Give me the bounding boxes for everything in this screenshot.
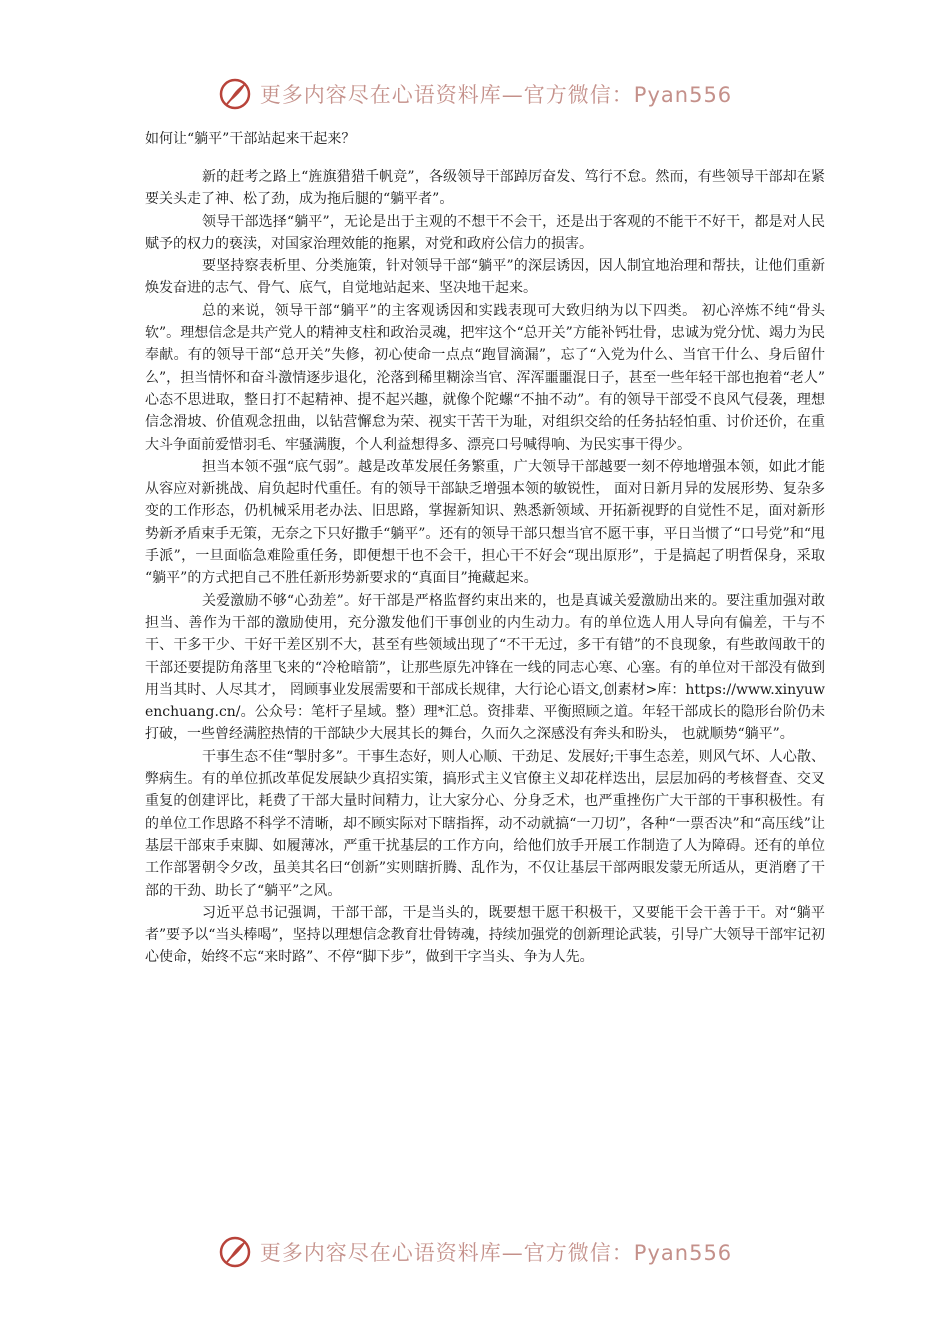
- paragraph: 要坚持察表析里、分类施策，针对领导干部“躺平”的深层诱因，因人制宜地治理和帮扶，让他们重新焕发奋进的志气、骨气、底气，自觉地站起来、坚决地干起来。: [145, 258, 825, 297]
- paragraph: 担当本领不强“底气弱”。越是改革发展任务繁重，广大领导干部越要一刻不停地增强本领，如此才能从容应对新挑战、肩负起时代重任。有的领导干部缺乏增强本领的敏锐性， 面对日新月异的发展形势、复杂多变的工作形态，仍机械采用老办法、旧思路，掌握新知识、熟悉新领域、开拓新视野的自觉性不足，面对新形势新矛盾束手无策，无奈之下只好撒手“躺平”。还有的领导干部只想当官不愿干事，平日当惯了“口号党”和“甩手派”，一旦面临急难险重任务，即便想干也不会干，担心干不好会“现出原形”，于是搞起了明哲保身，采取 “躺平”的方式把自己不胜任新形势新要求的“真面目”掩藏起来。: [145, 458, 825, 587]
- paragraph: 干事生态不佳“掣肘多”。干事生态好，则人心顺、干劲足、发展好;干事生态差，则风气坏、人心散、弊病生。有的单位抓改革促发展缺少真招实策，搞形式主义官僚主义却花样迭出，层层加码的考核督查、交叉重复的创建评比，耗费了干部大量时间精力，让大家分心、分身乏术，也严重挫伤广大干部的干事积极性。有的单位工作思路不科学不清晰，却不顾实际对下瞎指挥，动不动就搞“一刀切”，各种“一票否决”和“高压线”让基层干部束手束脚、如履薄冰，严重干扰基层的工作方向，给他们放手开展工作制造了人为障碍。还有的单位工作部署朝令夕改，虽美其名曰“创新”实则瞎折腾、乱作为，不仅让基层干部两眼发蒙无所适从，更消磨了干部的干劲、助长了“躺平”之风。: [145, 748, 825, 899]
- feather-pen-logo-icon: [218, 1235, 252, 1269]
- banner-text: 更多内容尽在心语资料库—官方微信：Pyan556: [259, 83, 733, 107]
- paragraph: 领导干部选择“躺平”，无论是出于主观的不想干不会干，还是出于客观的不能干不好干，都是对人民赋予的权力的亵渎，对国家治理效能的拖累，对党和政府公信力的损害。: [145, 213, 825, 252]
- header-banner: [0, 74, 950, 114]
- footer-banner: [0, 1232, 950, 1272]
- document-body: [145, 128, 825, 969]
- paragraph: 总的来说，领导干部“躺平”的主客观诱因和实践表现可大致归纳为以下四类。 初心淬炼不纯“骨头软”。理想信念是共产党人的精神支柱和政治灵魂，把牢这个“总开关”方能补钙壮骨，忠诚为党分忧、竭力为民奉献。有的领导干部“总开关”失修，初心使命一点点“跑冒滴漏”，忘了“入党为什么、当官干什么、身后留什么”，担当情怀和奋斗激情逐步退化，沦落到稀里糊涂当官、浑浑噩噩混日子，甚至一些年轻干部也抱着“老人” 心态不思进取，整日打不起精神、提不起兴趣，就像个陀螺“不抽不动”。有的领导干部受不良风气侵袭，理想信念滑坡、价值观念扭曲，以钻营懈怠为荣、视实干苦干为耻，对组织交给的任务拈轻怕重、讨价还价，在重大斗争面前爱惜羽毛、牢骚满腹，个人利益想得多、漂亮口号喊得响、为民实事干得少。: [145, 302, 825, 453]
- paragraph: 关爱激励不够“心劲差”。好干部是严格监督约束出来的，也是真诚关爱激励出来的。要注重加强对敢担当、善作为干部的激励使用，充分激发他们干事创业的内生动力。有的单位选人用人导向有偏差，干与不干、干多干少、干好干差区别不大，甚至有些领域出现了“不干无过，多干有错”的不良现象，有些敢闯敢干的干部还要提防角落里飞来的“冷枪暗箭”，让那些原先冲锋在一线的同志心寒、心塞。有的单位对干部没有做到用当其时、人尽其才， 罔顾事业发展需要和干部成长规律，大行论心语文,创素材>库：https://www.xinyuwenchuang.cn/。公众号：笔杆子星域。整）理*汇总。资排辈、平衡照顾之道。年轻干部成长的隐形台阶仍未打破，一些曾经满腔热情的干部缺少大展其长的舞台，久而久之深感没有奔头和盼头， 也就顺势“躺平”。: [145, 592, 825, 743]
- paragraph: 新的赶考之路上“旌旗猎猎千帆竞”，各级领导干部踔厉奋发、笃行不怠。然而，有些领导干部却在紧要关头走了神、松了劲，成为拖后腿的“躺平者”。: [145, 169, 825, 208]
- feather-pen-logo-icon: [218, 77, 252, 111]
- paragraph: 习近平总书记强调，干部干部，干是当头的，既要想干愿干积极干，又要能干会干善于干。对“躺平者”要予以“当头棒喝”，坚持以理想信念教育壮骨铸魂，持续加强党的创新理论武装，引导广大领导干部牢记初心使命，始终不忘“来时路”、不停“脚下步”，做到干字当头、争为人先。: [145, 904, 825, 966]
- document-title: 如何让“躺平”干部站起来干起来？: [145, 131, 356, 147]
- banner-text: 更多内容尽在心语资料库—官方微信：Pyan556: [259, 1241, 733, 1265]
